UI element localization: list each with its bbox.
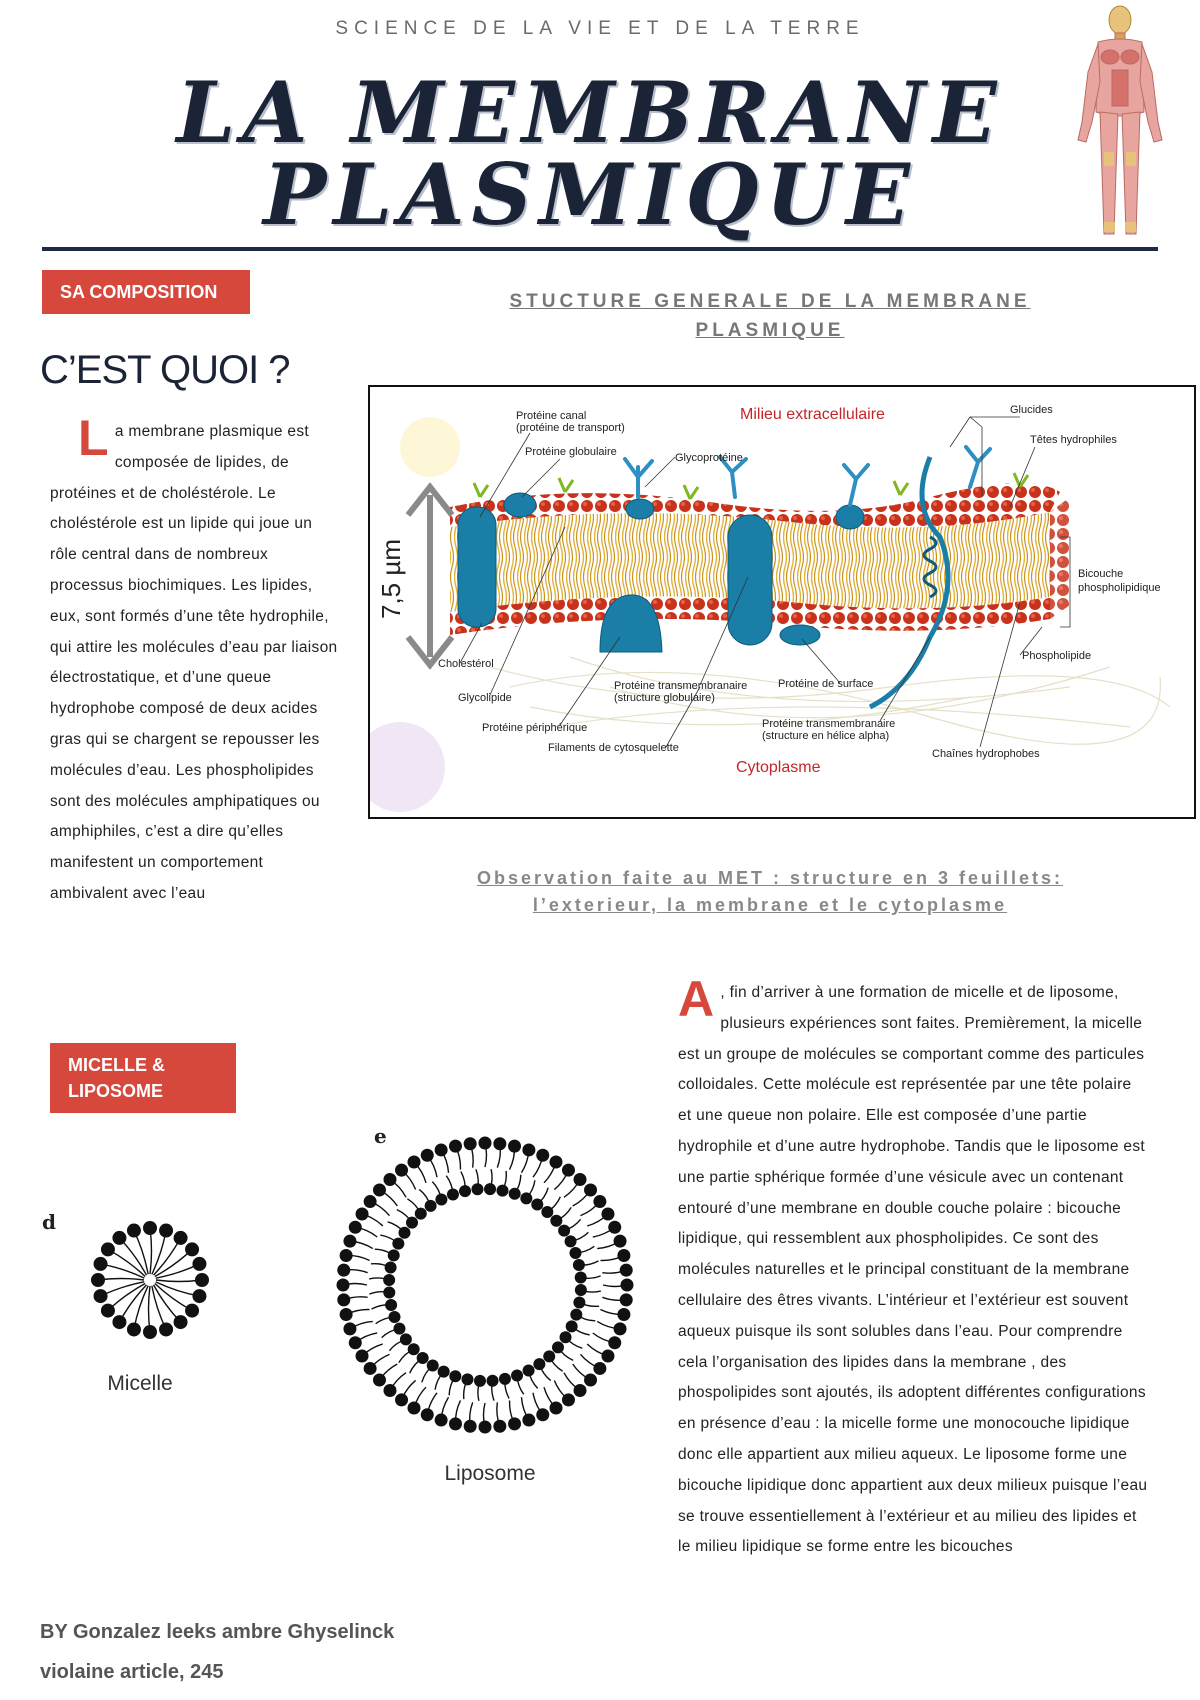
liposome-inner-lipid-head bbox=[400, 1333, 412, 1345]
label-globulaire: Protéine globulaire bbox=[525, 446, 617, 458]
scale-label: 7,5 µm bbox=[376, 538, 406, 620]
liposome-outer-lipid-head bbox=[408, 1401, 421, 1414]
liposome-outer-lipid-head bbox=[584, 1183, 597, 1196]
liposome-inner-lipid-head bbox=[393, 1323, 405, 1335]
liposome-inner-lipid-head bbox=[565, 1235, 577, 1247]
liposome-outer-lipid-head bbox=[464, 1137, 477, 1150]
liposome-inner-lipid-head bbox=[552, 1341, 564, 1353]
byline bbox=[40, 1612, 394, 1692]
liposome-outer-lipid-head bbox=[562, 1393, 575, 1406]
liposome-inner-lipid-head bbox=[573, 1259, 585, 1271]
liposome-inner-lipid-head bbox=[531, 1198, 543, 1210]
page-title bbox=[150, 63, 1030, 244]
membrane-structure-figure bbox=[368, 385, 1196, 819]
liposome-inner-lipid-head bbox=[406, 1217, 418, 1229]
byline-line-1: BY Gonzalez leeks ambre Ghyselinck bbox=[40, 1621, 395, 1643]
liposome-inner-lipid-head bbox=[435, 1193, 447, 1205]
liposome-inner-lipid-head bbox=[570, 1309, 582, 1321]
liposome-outer-lipid-head bbox=[373, 1374, 386, 1387]
composition-tag: SA COMPOSITION bbox=[42, 270, 250, 314]
liposome-inner-lipid-head bbox=[575, 1271, 587, 1283]
liposome-inner-lipid-head bbox=[550, 1215, 562, 1227]
micelle-tag-line-1: MICELLE & bbox=[68, 1055, 165, 1075]
liposome-inner-lipid-head bbox=[392, 1238, 404, 1250]
micelle-diagram bbox=[80, 1210, 220, 1350]
micelle-lipid-head bbox=[192, 1257, 206, 1271]
liposome-outer-lipid-head bbox=[584, 1374, 597, 1387]
label-bicouche-sub: phospholipidique bbox=[1078, 582, 1161, 594]
liposome-outer-lipid-head bbox=[435, 1143, 448, 1156]
label-surface: Protéine de surface bbox=[778, 678, 874, 690]
micelle-lipid-head bbox=[174, 1315, 188, 1329]
micelle-lipid-head bbox=[127, 1224, 141, 1238]
micelle-lipid-head bbox=[127, 1322, 141, 1336]
micelle-lipid-head bbox=[174, 1231, 188, 1245]
liposome-inner-lipid-head bbox=[523, 1365, 535, 1377]
liposome-inner-lipid-head bbox=[459, 1185, 471, 1197]
liposome-outer-lipid-head bbox=[337, 1264, 350, 1277]
liposome-inner-lipid-head bbox=[566, 1320, 578, 1332]
composition-text: a membrane plasmique est composée de lipides, de protéines et de choléstérole. Le choléstérole est un lipide qui joue un rôle central dans de nombreux processus biochimiques. Les lipides, eux, sont formés d’une tête hydrophile, qui attire les molécules d’eau par liaison électrostatique, et d’une queue hydrophobe composé de deux acides gras qui se chargent se repousser les molécules d’eau. Les phospholipides sont des molécules amphipatiques ou amphiphiles, c’est a dire qu’elles manifestent un comportement ambivalent avec l’eau bbox=[50, 423, 338, 902]
liposome-inner-lipid-head bbox=[427, 1360, 439, 1372]
label-canal-sub: (protéine de transport) bbox=[516, 422, 625, 434]
title-line-2: PLASMIQUE bbox=[263, 145, 917, 244]
liposome-inner-lipid-head bbox=[496, 1185, 508, 1197]
liposome-outer-lipid-head bbox=[601, 1350, 614, 1363]
micelle-lipid-head bbox=[195, 1273, 209, 1287]
liposome-outer-lipid-head bbox=[614, 1322, 627, 1335]
liposome-inner-lipid-head bbox=[558, 1225, 570, 1237]
article-paragraph bbox=[678, 971, 1148, 1563]
label-peripherique: Protéine périphérique bbox=[482, 722, 588, 734]
micelle-lipid-head bbox=[101, 1242, 115, 1256]
liposome-inner-lipid-head bbox=[560, 1331, 572, 1343]
liposome-outer-lipid-head bbox=[620, 1264, 633, 1277]
structure-caption: STUCTURE GENERALE DE LA MEMBRANE PLASMIQUE bbox=[509, 291, 1031, 341]
liposome-inner-lipid-head bbox=[533, 1358, 545, 1370]
micelle-lipid-head bbox=[159, 1224, 173, 1238]
liposome-inner-lipid-head bbox=[573, 1296, 585, 1308]
liposome-inner-lipid-head bbox=[484, 1183, 496, 1195]
liposome-label: Liposome bbox=[444, 1462, 536, 1485]
liposome-outer-lipid-head bbox=[479, 1137, 492, 1150]
liposome-inner-lipid-head bbox=[415, 1208, 427, 1220]
liposome-outer-lipid-head bbox=[621, 1279, 634, 1292]
label-transglob: Protéine transmembranaire bbox=[614, 680, 748, 692]
liposome-inner-lipid-head bbox=[398, 1227, 410, 1239]
liposome-outer-lipid-head bbox=[550, 1401, 563, 1414]
liposome-inner-lipid-head bbox=[408, 1343, 420, 1355]
liposome-outer-lipid-head bbox=[508, 1417, 521, 1430]
header-rule bbox=[42, 247, 1158, 251]
title-line-1: LA MEMBRANE bbox=[176, 63, 1004, 162]
liposome-inner-lipid-head bbox=[474, 1375, 486, 1387]
liposome-outer-lipid-head bbox=[493, 1137, 506, 1150]
liposome-outer-lipid-head bbox=[593, 1362, 606, 1375]
liposome-outer-lipid-head bbox=[395, 1164, 408, 1177]
composition-paragraph bbox=[50, 410, 340, 910]
liposome-outer-lipid-head bbox=[349, 1221, 362, 1234]
liposome-outer-lipid-head bbox=[408, 1156, 421, 1169]
liposome-outer-lipid-head bbox=[373, 1183, 386, 1196]
micelle-liposome-tag bbox=[50, 1043, 236, 1113]
liposome-outer-lipid-head bbox=[343, 1235, 356, 1248]
micelle-letter: d bbox=[42, 1210, 56, 1234]
micelle-lipid-head bbox=[94, 1257, 108, 1271]
liposome-inner-lipid-head bbox=[388, 1249, 400, 1261]
liposome-outer-lipid-head bbox=[493, 1420, 506, 1433]
membrane-diagram bbox=[370, 387, 1194, 817]
liposome-outer-lipid-head bbox=[449, 1140, 462, 1153]
micelle-lipid-head bbox=[112, 1231, 126, 1245]
cytoplasm-label: Cytoplasme bbox=[736, 759, 821, 776]
micelle-lipid-head bbox=[112, 1315, 126, 1329]
micelle-lipid-head bbox=[143, 1325, 157, 1339]
article-text: , fin d’arriver à une formation de micelle et de liposome, plusieurs expériences sont faites. Premièrement, la micelle est un groupe de molécules se comportant comme des particules colloidales. Cette molécule est représentée par une tête polaire et une queue non polaire. Elle est composée d’une partie hydrophile et d’une autre hydrophobe. Tandis que le liposome est une partie sphérique formée d’une vésicule avec un contenant entouré d’une membrane en double couche polaire : bicouche lipidique, qui ressemblent aux phospholipides. Ce sont des molécules naturelles et le principal constituant de la membrane cellulaire des êtres vivants. L’intérieur et l’extérieur est souvent aqueux puisque ils sont solubles dans l’eau. Pour comprendre cela l’organisation des lipides dans la membrane , des phospolipides sont ajoutés, ils adoptent différentes configurations en présence d’eau : la micelle forme une monocouche lipidique donc elle appartient aux milieu aqueux. Le liposome forme une bicouche lipidique donc appartient aux deux milieux puisque l’eau se trouve essentiellement à l’extérieur et au milieu des lipides et le milieu lipidique se forme entre les bicouches bbox=[678, 984, 1148, 1556]
liposome-inner-lipid-head bbox=[383, 1287, 395, 1299]
liposome-outer-lipid-head bbox=[522, 1143, 535, 1156]
liposome-inner-lipid-head bbox=[425, 1200, 437, 1212]
liposome-outer-lipid-head bbox=[536, 1149, 549, 1162]
liposome-inner-lipid-head bbox=[449, 1370, 461, 1382]
label-phospholipide: Phospholipide bbox=[1022, 650, 1092, 662]
liposome-inner-lipid-head bbox=[471, 1183, 483, 1195]
liposome-outer-lipid-head bbox=[449, 1417, 462, 1430]
decor-bubble bbox=[370, 722, 445, 812]
label-chaines: Chaînes hydrophobes bbox=[932, 748, 1040, 760]
liposome-outer-lipid-head bbox=[349, 1336, 362, 1349]
label-transhelix-sub: (structure en hélice alpha) bbox=[762, 730, 890, 742]
label-transglob-sub: (structure globulaire) bbox=[614, 692, 715, 704]
liposome-outer-lipid-head bbox=[435, 1414, 448, 1427]
liposome-inner-lipid-head bbox=[569, 1247, 581, 1259]
micelle-tag-line-2: LIPOSOME bbox=[68, 1081, 164, 1101]
liposome-outer-lipid-head bbox=[620, 1293, 633, 1306]
liposome-inner-lipid-head bbox=[541, 1206, 553, 1218]
liposome-inner-lipid-head bbox=[499, 1373, 511, 1385]
micelle-lipid-head bbox=[94, 1289, 108, 1303]
liposome-outer-lipid-head bbox=[364, 1195, 377, 1208]
liposome-outer-lipid-head bbox=[364, 1362, 377, 1375]
liposome-inner-lipid-head bbox=[383, 1274, 395, 1286]
liposome-outer-lipid-head bbox=[574, 1384, 587, 1397]
observation-caption: Observation faite au MET : structure en 3 feuillets: l’exterieur, la membrane et le cytoplasme bbox=[476, 868, 1064, 915]
micelle-lipid-head bbox=[185, 1242, 199, 1256]
liposome-inner-lipid-head bbox=[543, 1350, 555, 1362]
liposome-outer-lipid-head bbox=[337, 1293, 350, 1306]
liposome-inner-lipid-head bbox=[462, 1373, 474, 1385]
liposome-inner-lipid-head bbox=[417, 1352, 429, 1364]
label-glycolipide: Glycolipide bbox=[458, 692, 512, 704]
label-canal: Protéine canal bbox=[516, 410, 587, 422]
label-cholesterol: Cholestérol bbox=[438, 658, 494, 670]
liposome-outer-lipid-head bbox=[479, 1421, 492, 1434]
liposome-outer-lipid-head bbox=[562, 1164, 575, 1177]
liposome-outer-lipid-head bbox=[337, 1279, 350, 1292]
liposome-outer-lipid-head bbox=[356, 1350, 369, 1363]
label-glucides: Glucides bbox=[1010, 404, 1053, 416]
liposome-outer-lipid-head bbox=[617, 1249, 630, 1262]
liposome-outer-lipid-head bbox=[383, 1384, 396, 1397]
liposome-inner-lipid-head bbox=[438, 1366, 450, 1378]
liposome-outer-lipid-head bbox=[421, 1149, 434, 1162]
decor-bubble bbox=[400, 417, 460, 477]
liposome-inner-lipid-head bbox=[385, 1299, 397, 1311]
liposome-inner-lipid-head bbox=[385, 1262, 397, 1274]
liposome-inner-lipid-head bbox=[509, 1188, 521, 1200]
micelle-lipid-head bbox=[185, 1304, 199, 1318]
micelle-label: Micelle bbox=[107, 1372, 173, 1395]
micelle-lipid-head bbox=[101, 1304, 115, 1318]
liposome-outer-lipid-head bbox=[522, 1414, 535, 1427]
liposome-outer-lipid-head bbox=[601, 1208, 614, 1221]
liposome-outer-lipid-head bbox=[550, 1156, 563, 1169]
human-anatomy-figure bbox=[1070, 2, 1170, 242]
label-transhelix: Protéine transmembranaire bbox=[762, 718, 896, 730]
liposome-outer-lipid-head bbox=[356, 1208, 369, 1221]
liposome-outer-lipid-head bbox=[593, 1195, 606, 1208]
label-tetes: Têtes hydrophiles bbox=[1030, 434, 1117, 446]
liposome-outer-lipid-head bbox=[464, 1420, 477, 1433]
micelle-lipid-head bbox=[159, 1322, 173, 1336]
liposome-inner-lipid-head bbox=[520, 1192, 532, 1204]
label-glycoproteine: Glycoprotéine bbox=[675, 452, 743, 464]
liposome-outer-lipid-head bbox=[340, 1249, 353, 1262]
liposome-inner-lipid-head bbox=[487, 1375, 499, 1387]
liposome-outer-lipid-head bbox=[343, 1322, 356, 1335]
liposome-diagram bbox=[330, 1130, 640, 1440]
composition-dropcap: L bbox=[78, 410, 109, 466]
micelle-lipid-head bbox=[91, 1273, 105, 1287]
label-bicouche: Bicouche bbox=[1078, 568, 1124, 580]
liposome-outer-lipid-head bbox=[508, 1140, 521, 1153]
liposome-inner-lipid-head bbox=[511, 1369, 523, 1381]
scale-arrow bbox=[408, 487, 452, 665]
article-dropcap: A bbox=[678, 971, 715, 1027]
liposome-outer-lipid-head bbox=[340, 1308, 353, 1321]
liposome-outer-lipid-head bbox=[614, 1235, 627, 1248]
section-kicker: SCIENCE DE LA VIE ET DE LA TERRE bbox=[335, 18, 865, 39]
micelle-lipid-head bbox=[192, 1289, 206, 1303]
liposome-inner-lipid-head bbox=[447, 1189, 459, 1201]
liposome-outer-lipid-head bbox=[383, 1173, 396, 1186]
liposome-outer-lipid-head bbox=[608, 1221, 621, 1234]
micelle-lipid-head bbox=[143, 1221, 157, 1235]
liposome-outer-lipid-head bbox=[395, 1393, 408, 1406]
label-filaments: Filaments de cytosquelette bbox=[548, 742, 679, 754]
liposome-outer-lipid-head bbox=[608, 1336, 621, 1349]
byline-line-2: violaine article, 245 bbox=[40, 1661, 224, 1683]
liposome-letter: e bbox=[374, 1124, 387, 1148]
liposome-outer-lipid-head bbox=[617, 1308, 630, 1321]
composition-heading: C’EST QUOI ? bbox=[40, 348, 290, 392]
liposome-inner-lipid-head bbox=[389, 1311, 401, 1323]
extracellular-label: Milieu extracellulaire bbox=[740, 406, 885, 423]
liposome-outer-lipid-head bbox=[536, 1408, 549, 1421]
liposome-outer-lipid-head bbox=[574, 1173, 587, 1186]
liposome-inner-lipid-head bbox=[575, 1284, 587, 1296]
liposome-outer-lipid-head bbox=[421, 1408, 434, 1421]
